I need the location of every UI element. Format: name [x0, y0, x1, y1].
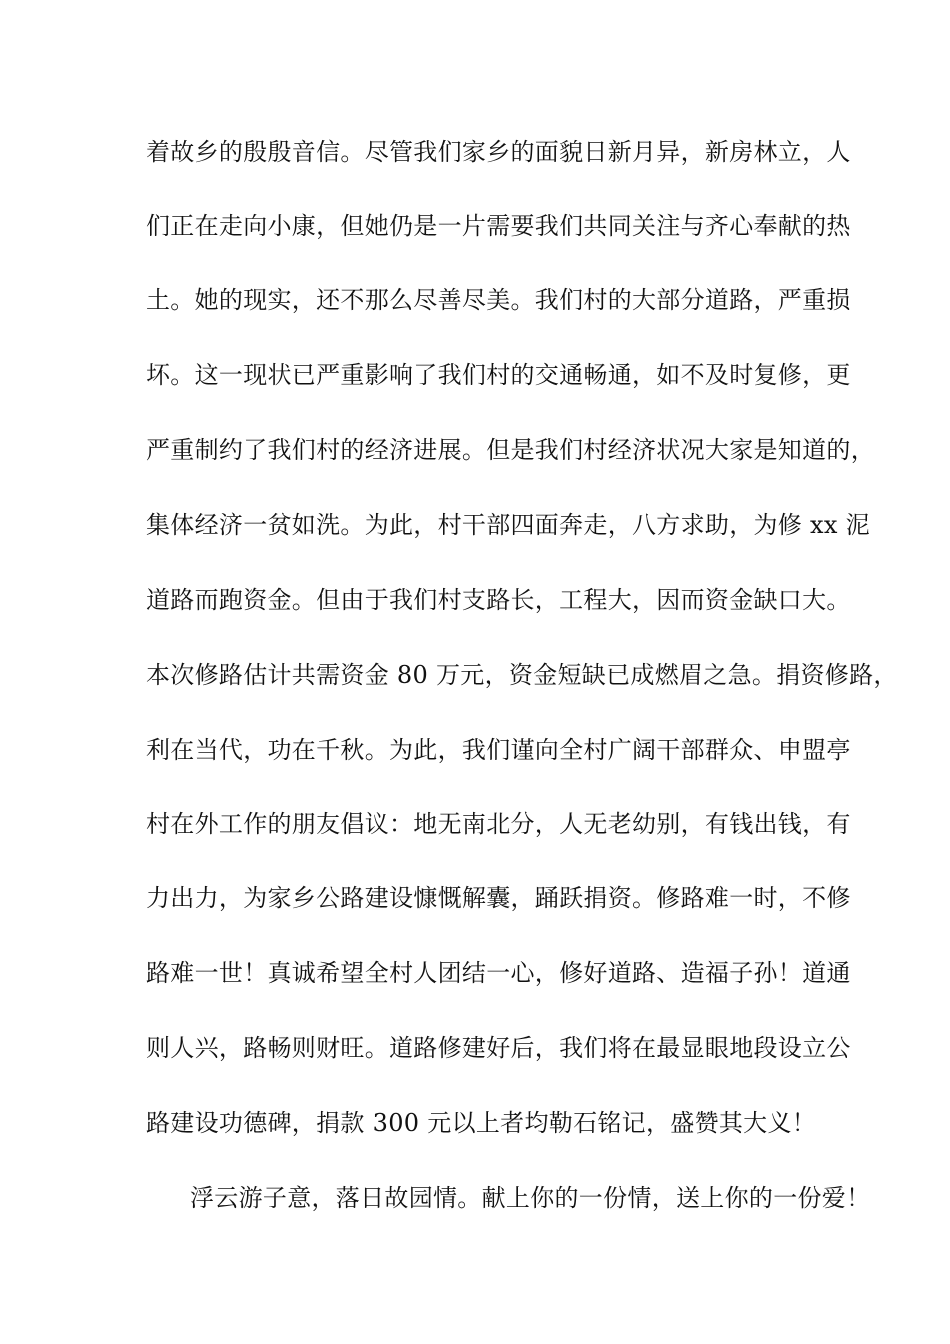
- paragraph-line: 利在当代，功在千秋。为此，我们谨向全村广阔干部群众、申盟亭: [146, 736, 851, 764]
- paragraph-line: 力出力，为家乡公路建设慷慨解囊，踊跃捐资。修路难一时，不修: [146, 884, 851, 912]
- paragraph-line: 着故乡的殷殷音信。尽管我们家乡的面貌日新月异，新房林立，人: [146, 138, 851, 166]
- paragraph-line: 本次修路估计共需资金 80 万元，资金短缺已成燃眉之急。捐资修路，: [146, 661, 898, 689]
- paragraph-line: 村在外工作的朋友倡议：地无南北分，人无老幼别，有钱出钱，有: [146, 810, 851, 838]
- paragraph-line: 路建设功德碑，捐款 300 元以上者均勒石铭记，盛赞其大义！: [146, 1109, 817, 1137]
- closing-paragraph: 浮云游子意，落日故园情。献上你的一份情，送上你的一份爱！: [190, 1184, 871, 1212]
- paragraph-line: 集体经济一贫如洗。为此，村干部四面奔走，八方求助，为修 xx 泥: [146, 511, 870, 539]
- paragraph-line: 则人兴，路畅则财旺。道路修建好后，我们将在最显眼地段设立公: [146, 1034, 851, 1062]
- paragraph-line: 坏。这一现状已严重影响了我们村的交通畅通，如不及时复修，更: [146, 361, 851, 389]
- paragraph-line: 们正在走向小康，但她仍是一片需要我们共同关注与齐心奉献的热: [146, 212, 851, 240]
- paragraph-line: 道路而跑资金。但由于我们村支路长，工程大，因而资金缺口大。: [146, 586, 851, 614]
- paragraph-line: 路难一世！真诚希望全村人团结一心，修好道路、造福子孙！道通: [146, 959, 851, 987]
- paragraph-line: 土。她的现实，还不那么尽善尽美。我们村的大部分道路，严重损: [146, 286, 851, 314]
- paragraph-line: 严重制约了我们村的经济进展。但是我们村经济状况大家是知道的，: [146, 436, 875, 464]
